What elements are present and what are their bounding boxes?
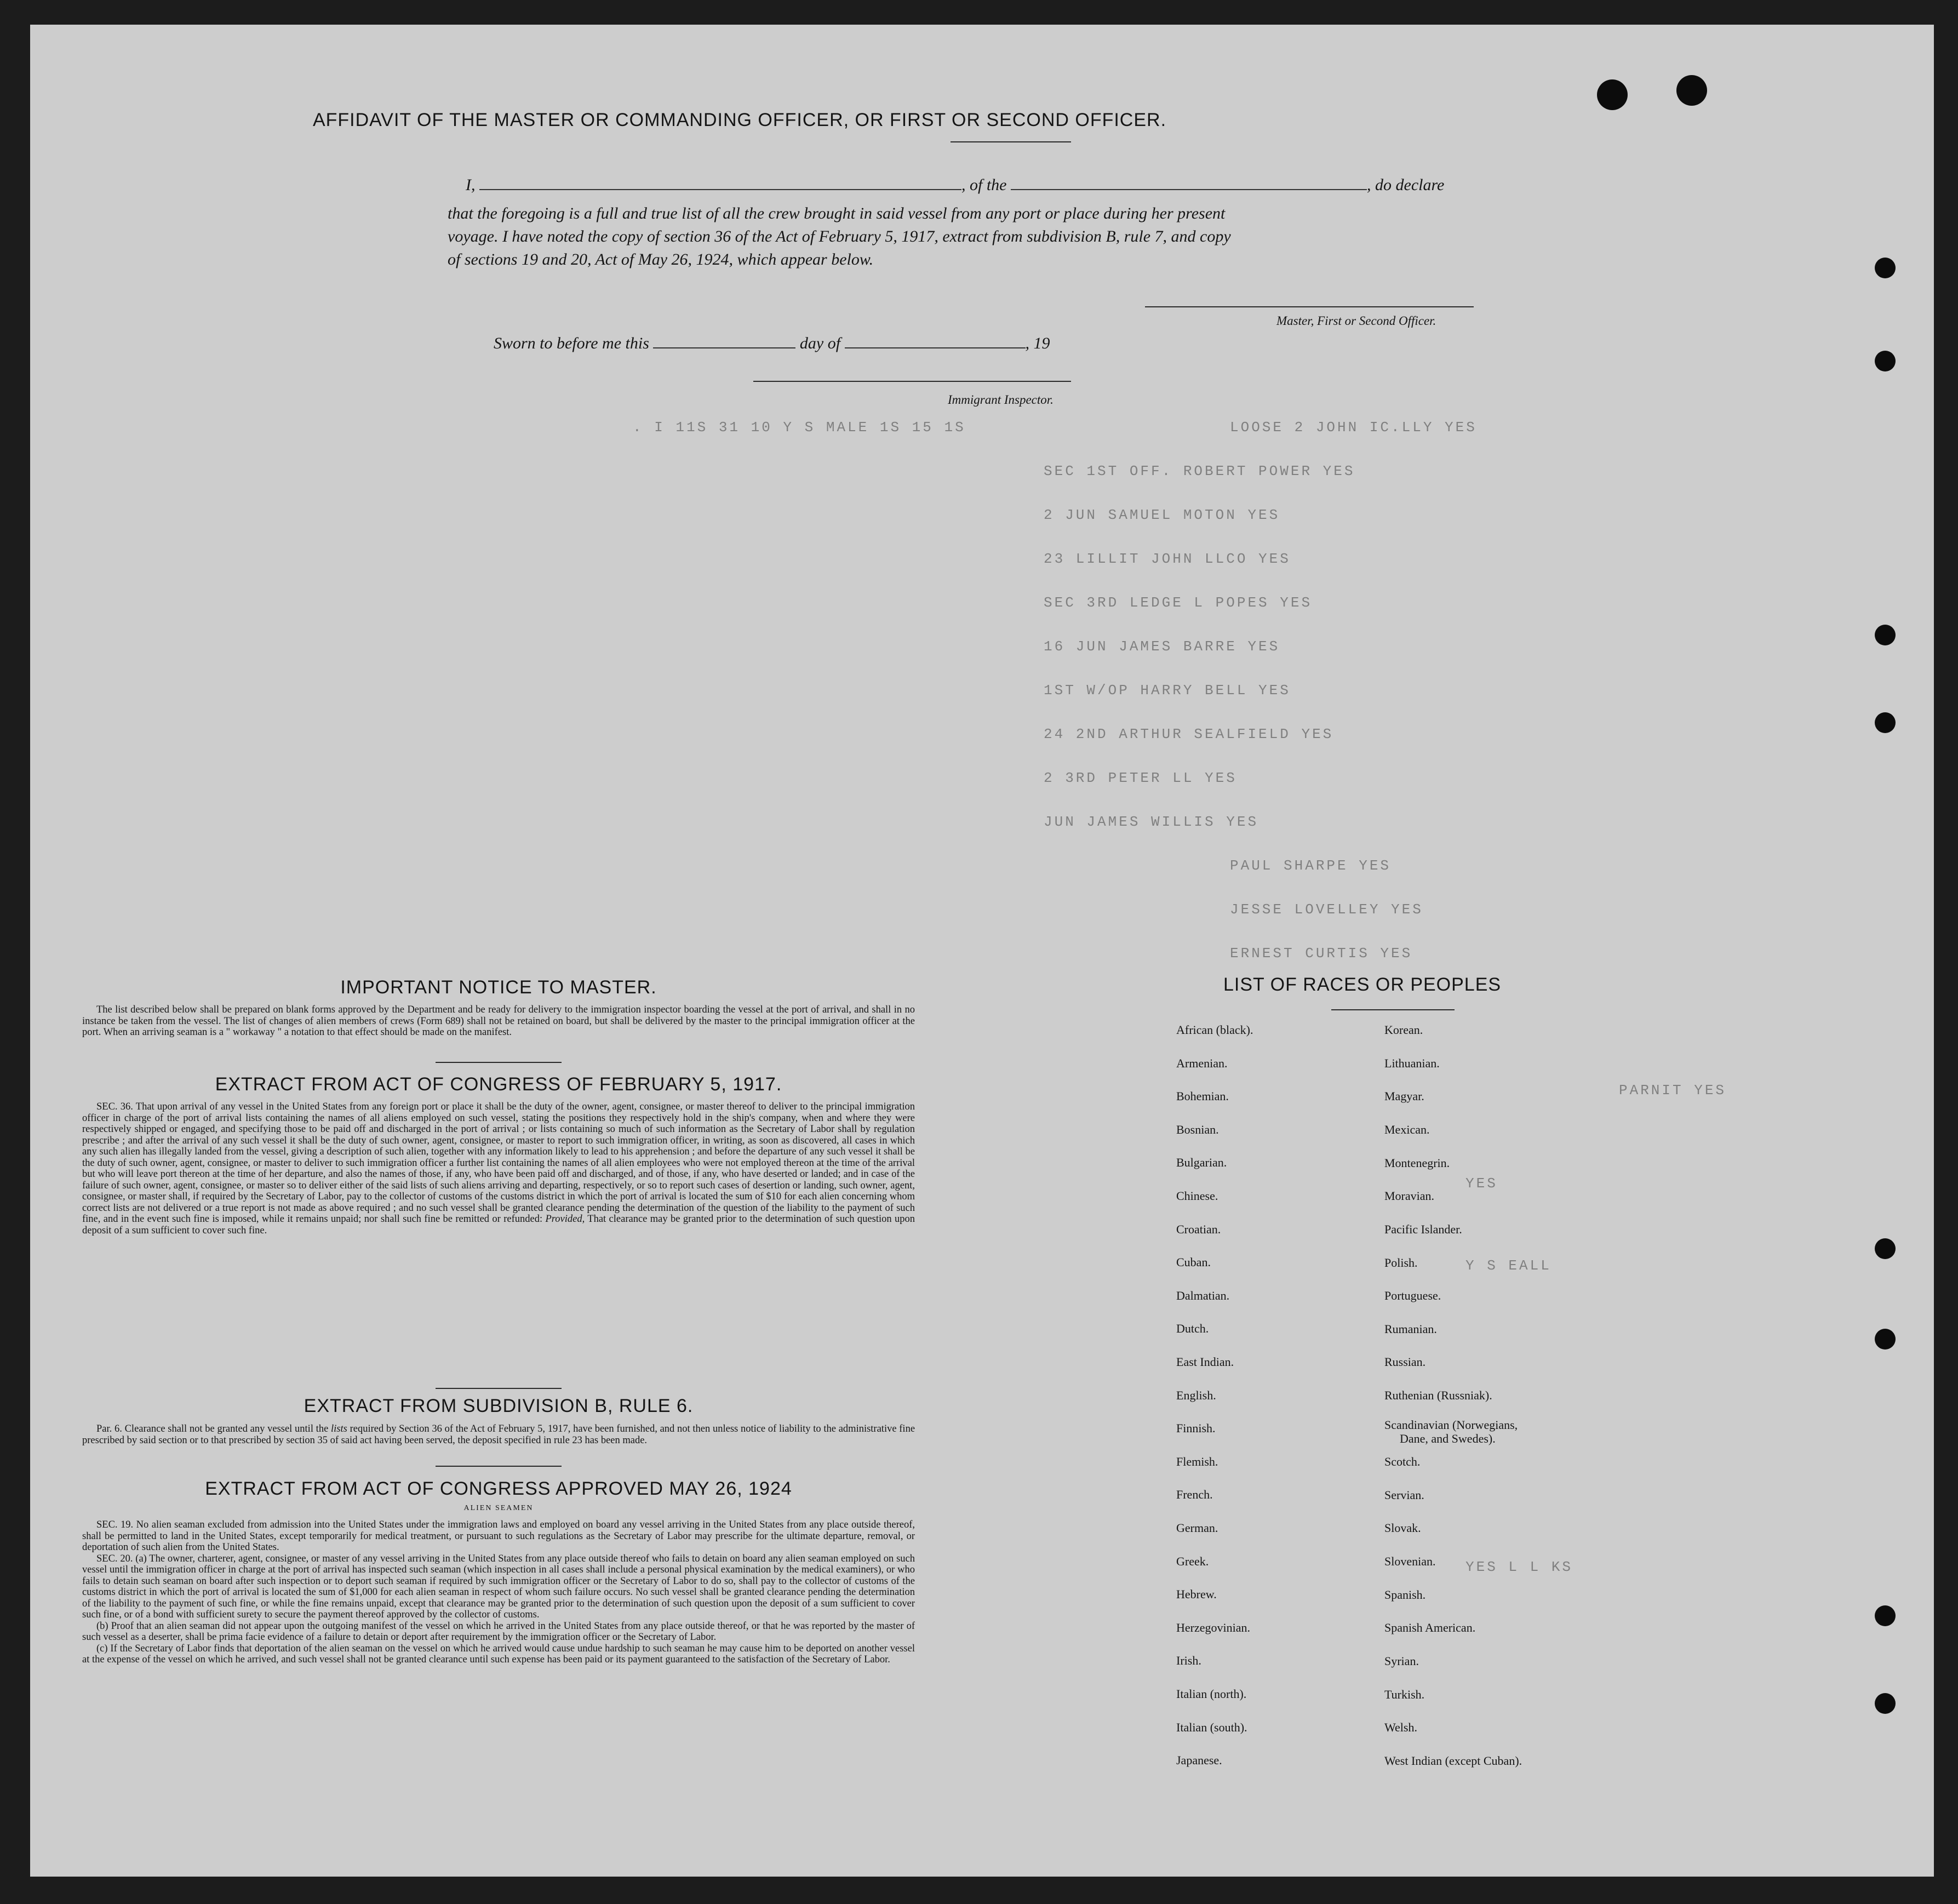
sworn-month-blank[interactable] — [845, 335, 1026, 348]
race-entry: Chinese. — [1176, 1189, 1218, 1203]
race-entry: French. — [1176, 1488, 1213, 1502]
race-entry: Bohemian. — [1176, 1089, 1229, 1103]
race-entry: Herzegovinian. — [1176, 1620, 1250, 1634]
race-entry: Slovak. — [1384, 1521, 1421, 1535]
race-entry: Italian (north). — [1176, 1687, 1247, 1701]
section-divider — [436, 1062, 562, 1063]
race-entry: Turkish. — [1384, 1688, 1425, 1701]
race-entry: Japanese. — [1176, 1753, 1222, 1768]
race-entry: Dane, and Swedes). — [1400, 1432, 1496, 1445]
race-entry: Italian (south). — [1176, 1720, 1247, 1734]
race-entry: Cuban. — [1176, 1255, 1211, 1270]
race-entry: Syrian. — [1384, 1654, 1419, 1668]
sec-20b-paragraph: (b) Proof that an alien seaman did not appear upon the outgoing manifest of the vessel on which he arrived in the United States from any place outside thereof, or that he was reported by the master of such vessel as a deserter, shall be prima facie evidence of a failure to detain or deport after requirement by the immigration officer or the Secretary of Labor. — [82, 1620, 915, 1643]
race-entry: Dutch. — [1176, 1322, 1209, 1336]
sec-19-paragraph: SEC. 19. No alien seaman excluded from admission into the United States under the immigration laws and employed on board any vessel arriving in the United States from any place outside thereof, shall be permitted to land in the United States, except temporarily for medical treatment, or pursuant to such regulations as the Secretary of Labor may prescribe for the ultimate departure, removal, or deportation of such alien from the United States. — [82, 1519, 915, 1553]
race-entry: English. — [1176, 1388, 1216, 1402]
title-underline — [951, 141, 1071, 142]
sec-36-text-end: That clearance may be granted prior to the determination of such question upon deposit of a sum sufficient to cover such fine. — [82, 1214, 915, 1236]
race-entry: Rumanian. — [1384, 1322, 1437, 1336]
section-divider — [436, 1466, 562, 1467]
vessel-blank[interactable] — [1011, 177, 1367, 190]
race-entry: Irish. — [1176, 1654, 1201, 1668]
rule6-text-2: required by Section 36 of the Act of February 5, 1917, have been furnished, and not then unless notice of liability to the administrative fine prescribed by said section or to that prescribed by section 35 of said act having been served, the deposit specified in rule 23 has been made. — [82, 1423, 915, 1446]
affidavit-line-2: that the foregoing is a full and true list of all the crew brought in said vessel from any port or place during her present — [448, 204, 1226, 222]
sworn-text-1: Sworn to before me this — [494, 334, 649, 352]
proviso-word: Provided, — [545, 1214, 585, 1225]
sec-20a-paragraph: SEC. 20. (a) The owner, charterer, agent, consignee, or master of any vessel arriving in the United States from any place outside thereof who fails to detain on board any alien seaman employed on such vessel until the immigration officer in charge at the port of arrival has inspected such seaman (which inspection in all cases shall include a personal physical examination by the medical examiners), or who fails to detain such seaman on board after such inspection or to deport such seaman if required by such immigration officer or the Secretary of Labor to do so, shall pay to the collector of customs of the customs district in which the port of arrival is located the sum of $1,000 for each alien seaman in respect of whom such failure occurs. No such vessel shall be granted clearance pending the determination of the liability to the payment of such fine, or while the fine remains unpaid, except that clearance may be granted prior to the determination of such question upon the deposit of a sum sufficient to cover such fine, or of a bond with sufficient surety to secure the payment thereof approved by the collector of customs. — [82, 1553, 915, 1620]
declare-text-2: , of the — [961, 176, 1007, 194]
punch-hole — [1875, 1238, 1896, 1259]
race-entry: Greek. — [1176, 1554, 1209, 1568]
declare-text-1: I, — [466, 176, 476, 194]
punch-hole — [1875, 1693, 1896, 1714]
punch-hole — [1875, 625, 1896, 645]
extract-1917-text — [82, 1101, 915, 1236]
punch-hole — [1875, 1329, 1896, 1350]
lists-word: lists — [331, 1423, 347, 1434]
punch-hole — [1597, 79, 1628, 110]
race-entry: Mexican. — [1384, 1123, 1430, 1136]
sec-20c-paragraph: (c) If the Secretary of Labor finds that deportation of the alien seaman on the vessel on which he arrived would cause undue hardship to such seaman he may cause him to be deported on another vessel at the expense of the vessel on which he arrived, and such vessel shall not be granted clearance until such expense has been paid or its payment guaranteed to the satisfaction of the Secretary of Labor. — [82, 1643, 915, 1665]
race-entry: Welsh. — [1384, 1720, 1417, 1734]
punch-hole — [1875, 1605, 1896, 1626]
extract-1924-title: EXTRACT FROM ACT OF CONGRESS APPROVED MAY 26, 1924 — [205, 1478, 792, 1499]
race-entry: Russian. — [1384, 1355, 1426, 1369]
inspector-signature-line[interactable] — [753, 381, 1071, 382]
race-entry: African (black). — [1176, 1023, 1253, 1037]
affidavit-title: AFFIDAVIT OF THE MASTER OR COMMANDING OFFICER, OR FIRST OR SECOND OFFICER. — [312, 110, 1167, 130]
sworn-line — [494, 334, 1050, 353]
race-entry: Bulgarian. — [1176, 1156, 1227, 1170]
punch-hole — [1875, 351, 1896, 371]
sworn-text-3: , 19 — [1025, 334, 1050, 352]
sec-36-text: SEC. 36. That upon arrival of any vessel in the United States from any foreign port or place it shall be the duty of the owner, agent, consignee, or master thereof to deliver to the principal immigration officer in charge of the port of arrival lists containing the names of all aliens employed on such vessel, stating the positions they respectively hold in the ship's company, when and where they were respectively shipped or engaged, and specifying those to be paid off and discharged in the port of arrival ; or lists containing so much of such information as the Secretary of Labor shall by regulation prescribe ; and after the arrival of any such vessel it shall be the duty of such owner, agent, consignee, or master to report to such immigration officer, in writing, as soon as discovered, all cases in which any such alien has illegally landed from the vessel, giving a description of such alien, together with any information likely to lead to his apprehension ; and before the departure of any such vessel it shall be the duty of such owner, agent, consignee, or master to deliver to such immigration officer a further list containing the names of all alien employees who were not employed thereon at the time of the arrival but who will leave port thereon at the time of her departure, and also the names of those, if any, who have been paid off and discharged, and of those, if any, who have deserted or landed; and in case of the failure of such owner, agent, consignee, or master so to deliver either of the said lists of such aliens arriving and departing, respectively, or so to report such cases of desertion or landing, such owner, agent, consignee, or master shall, if required by the Secretary of Labor, pay to the collector of customs of the customs district in which the port of arrival is located the sum of $10 for each alien concerning whom correct lists are not delivered or a true report is not made as above required ; and no such vessel shall be granted clearance pending the determination of the question of the liability to the payment of such fine, and in the event such fine is imposed, while it remains unpaid; nor shall such fine be remitted or refunded: — [82, 1101, 915, 1225]
race-entry: Spanish American. — [1384, 1621, 1476, 1634]
sworn-text-2: day of — [799, 334, 841, 352]
rule6-text-1: Par. 6. Clearance shall not be granted any vessel until the — [96, 1423, 329, 1434]
race-entry: Bosnian. — [1176, 1122, 1219, 1136]
affidavit-line-4: of sections 19 and 20, Act of May 26, 1924, which appear below. — [448, 250, 874, 268]
alien-seamen-subtitle: ALIEN SEAMEN — [463, 1504, 534, 1512]
race-entry: Moravian. — [1384, 1189, 1435, 1203]
notice-title: IMPORTANT NOTICE TO MASTER. — [340, 977, 657, 998]
race-entry: Montenegrin. — [1384, 1156, 1450, 1170]
race-entry: Lithuanian. — [1384, 1056, 1440, 1070]
race-entry: German. — [1176, 1521, 1218, 1535]
punch-hole — [1875, 712, 1896, 733]
sworn-day-blank[interactable] — [653, 335, 795, 348]
race-entry: Spanish. — [1384, 1588, 1426, 1602]
race-entry: Servian. — [1384, 1488, 1424, 1502]
notice-text — [82, 1004, 915, 1038]
punch-hole — [1875, 258, 1896, 278]
declare-text-3: , do declare — [1367, 176, 1445, 194]
race-entry: Slovenian. — [1384, 1554, 1436, 1568]
race-entry: Magyar. — [1384, 1089, 1424, 1103]
race-entry: Ruthenian (Russniak). — [1384, 1388, 1492, 1402]
inspector-label: Immigrant Inspector. — [948, 393, 1054, 407]
affidavit-line-3: voyage. I have noted the copy of section 36 of the Act of February 5, 1917, extract from subdivision B, rule 7, and copy — [448, 227, 1231, 245]
extract-1924-text — [82, 1519, 915, 1666]
race-entry: Dalmatian. — [1176, 1288, 1230, 1302]
race-entry: Hebrew. — [1176, 1587, 1217, 1602]
name-blank[interactable] — [479, 177, 961, 190]
race-entry: Scandinavian (Norwegians, — [1384, 1418, 1518, 1432]
affidavit-declaration-line — [466, 176, 1444, 195]
race-entry: Croatian. — [1176, 1222, 1221, 1236]
race-entry: Finnish. — [1176, 1421, 1216, 1436]
race-entry: Korean. — [1384, 1023, 1423, 1037]
rule6-title: EXTRACT FROM SUBDIVISION B, RULE 6. — [304, 1396, 694, 1416]
punch-hole — [1676, 75, 1707, 106]
race-entry: West Indian (except Cuban). — [1384, 1754, 1522, 1768]
rule6-text — [82, 1423, 915, 1446]
race-entry: Polish. — [1384, 1256, 1418, 1270]
race-entry: Armenian. — [1176, 1056, 1228, 1070]
signature-line[interactable] — [1145, 306, 1474, 307]
races-underline — [1331, 1009, 1455, 1010]
notice-paragraph: The list described below shall be prepared on blank forms approved by the Department and be ready for delivery to the immigration inspector boarding the vessel at the port of arrival, and shall in no instance be taken from the vessel. The list of changes of alien members of crews (Form 689) shall not be retained on board, but shall be delivered by the master to the principal immigration officer at the port. When an arriving seaman is a " workaway " a notation to that effect should be made on the manifest. — [82, 1004, 915, 1038]
sec-36-paragraph — [82, 1101, 915, 1236]
extract-1917-title: EXTRACT FROM ACT OF CONGRESS OF FEBRUARY 5, 1917. — [215, 1074, 782, 1095]
section-divider — [436, 1388, 562, 1389]
races-title: LIST OF RACES OR PEOPLES — [1223, 974, 1502, 995]
race-entry: Portuguese. — [1384, 1289, 1441, 1302]
race-entry: East Indian. — [1176, 1355, 1234, 1369]
race-entry: Flemish. — [1176, 1454, 1218, 1468]
rule6-paragraph — [82, 1423, 915, 1446]
race-entry: Scotch. — [1384, 1455, 1421, 1468]
race-entry: Pacific Islander. — [1384, 1222, 1462, 1236]
signature-label: Master, First or Second Officer. — [1276, 314, 1436, 328]
manifest-back-page: . I 11S 31 10 Y S MALE 1S 15 1S LOOSE 2 JOHN IC.LLY YES SEC 1ST OFF. ROBERT POWER YES 2 JUN SAMUEL MOTON YES 23 LILLIT JOHN LLCO YES SEC 3RD LEDGE L POPES YES 16 JUN JAMES BARRE YES 1ST W/OP HARRY BELL YES 24 2ND ARTHUR SEALFIELD YES 2 3RD PETER LL YES JUN JAMES WILLIS YES PAUL SHARPE YES JESSE LOVELLEY YES ERNEST CURTIS YES PARNIT YES YES Y S EALL YES L L KS AFFIDAVIT OF THE MASTER OR COMMANDING OFFICER, OR FIRST OR SECOND OFFICER. I, , of the , do declare that the foregoing is a full and true list of all the crew brought in said vessel from any port or place during her present voyage. I have noted the copy of section 36 of the Act of February 5, 1917, extract from subdivision B, rule 7, and copy of sections 19 and 20, Act of May 26, 1924, which appear below. Master, First or Second Officer. Sworn to before me this day of , 19 Immigrant Inspector. IMPORTANT NOTICE TO MASTER. The list described below shall be prepared on blank forms approved by the Department and be ready for delivery to the immigration inspector boarding the vessel at the port of arrival, and shall in no instance be taken from the vessel. The list of changes of alien members of crews (Form 689) shall not be retained on board, but shall be delivered by the master to the principal immigration officer at the port. When an arriving seaman is a " workaway " a notation to that effect should be made on the manifest. EXTRACT FROM ACT OF CONGRESS OF FEBRUARY 5, 1917. SEC. 36. That upon arrival of any vessel in the United States from any foreign port or place it shall be the duty of the owner, agent, consignee, or master thereof to deliver to the principal immigration officer in charge of the port of arrival lists containing the names of all aliens employed on such vessel, stating the positions they respectively hold in the ship's company, when and where they were respectively shipped or engaged, and specifying those to be paid off and discharged in the port of arrival ; or lists containing so much of such information as the Secretary of Labor shall by regulation prescribe ; and after the arrival of any such vessel it shall be the duty of such owner, agent, consignee, or master to report to such immigration officer, in writing, as soon as discovered, all cases in which any such alien has illegally landed from the vessel, giving a description of such alien, together with any information likely to lead to his apprehension ; and before the departure of any such vessel it shall be the duty of such owner, agent, consignee, or master to deliver to such immigration officer a further list containing the names of all alien employees who were not employed thereon at the time of the arrival but who will leave port thereon at the time of her departure, and also the names of those, if any, who have been paid off and discharged, and of those, if any, who have deserted or landed; and in case of the failure of such owner, agent, consignee, or master so to deliver either of the said lists of such aliens arriving and departing, respectively, or so to report such cases of desertion or landing, such owner, agent, consignee, or master shall, if required by the Secretary of Labor, pay to the collector of customs of the customs district in which the port of arrival is located the sum of $10 for each alien concerning whom correct lists are not delivered or a true report is not made as above required ; and no such vessel shall be granted clearance pending the determination of the question of the liability to the payment of such fine, and in the event such fine is imposed, while it remains unpaid; nor shall such fine be remitted or refunded: Provided, That clearance may be granted prior to the determination of such question upon deposit of a sum sufficient to cover such fine. EXTRACT FROM SUBDIVISION B, RULE 6. Par. 6. Clearance shall not be granted any vessel until the lists required by Section 36 of the Act of February 5, 1917, have been furnished, and not then unless notice of liability to the administrative fine prescribed by said section or to that prescribed by section 35 of said act having been served, the deposit specified in rule 23 has been made. EXTRACT FROM ACT OF CONGRESS APPROVED MAY 26, 1924 ALIEN SEAMEN SEC. 19. No alien seaman excluded from admission into the United States under the immigration laws and employed on board any vessel arriving in the United States from any place outside thereof, shall be permitted to land in the United States, except temporarily for medical treatment, or pursuant to such regulations as the Secretary of Labor may prescribe for the ultimate departure, removal, or deportation of such alien from the United States. SEC. 20. (a) The owner, charterer, agent, consignee, or master of any vessel arriving in the United States from any place outside thereof who fails to detain on board any alien seaman employed on such vessel until the immigration officer in charge at the port of arrival has inspected such seaman (which inspection in all cases shall include a personal physical examination by the medical examiners), or who fails to detain such seaman on board after such inspection or to deport such seaman if required by such immigration officer or the Secretary of Labor to do so, shall pay to the collector of customs of the customs district in which the port of arrival is located the sum of $1,000 for each alien seaman in respect of whom such failure occurs. No such vessel shall be granted clearance pending the determination of the liability to the payment of such fine, or while the fine remains unpaid, except that clearance may be granted prior to the determination of such question upon the deposit of a sum sufficient to cover such fine, or of a bond with sufficient surety to secure the payment thereof approved by the collector of customs. (b) Proof that an alien seaman did not appear upon the outgoing manifest of the vessel on which he arrived in the United States from any place outside thereof, or that he was reported by the master of such vessel as a deserter, shall be prima facie evidence of a failure to detain or deport after requirement by the immigration officer or the Secretary of Labor. (c) If the Secretary of Labor finds that deportation of the alien seaman on the vessel on which he arrived would cause undue hardship to such seaman he may cause him to be deported on another vessel at the expense of the vessel on which he arrived, and such vessel shall not be granted clearance until such expense has been paid or its payment guaranteed to the satisfaction of the Secretary of Labor. LIST OF RACES OR PEOPLES African (black). Armenian. Bohemian. Bosnian. Bulgarian. Chinese. Croatian. Cuban. Dalmatian. Dutch. East Indian. English. Finnish. Flemish. French. German. Greek. Hebrew. Herzegovinian. Irish. Italian (north). Italian (south). Japanese. Korean. Lithuanian. Magyar. Mexican. Montenegrin. Moravian. Pacific Islander. Polish. Portuguese. Rumanian. Russian. Ruthenian (Russniak). Scandinavian (Norwegians, Dane, and Swedes). Scotch. Servian. Slovak. Slovenian. Spanish. Spanish American. Syrian. Turkish. Welsh. West Indian (except Cuban). — [30, 25, 1934, 1877]
